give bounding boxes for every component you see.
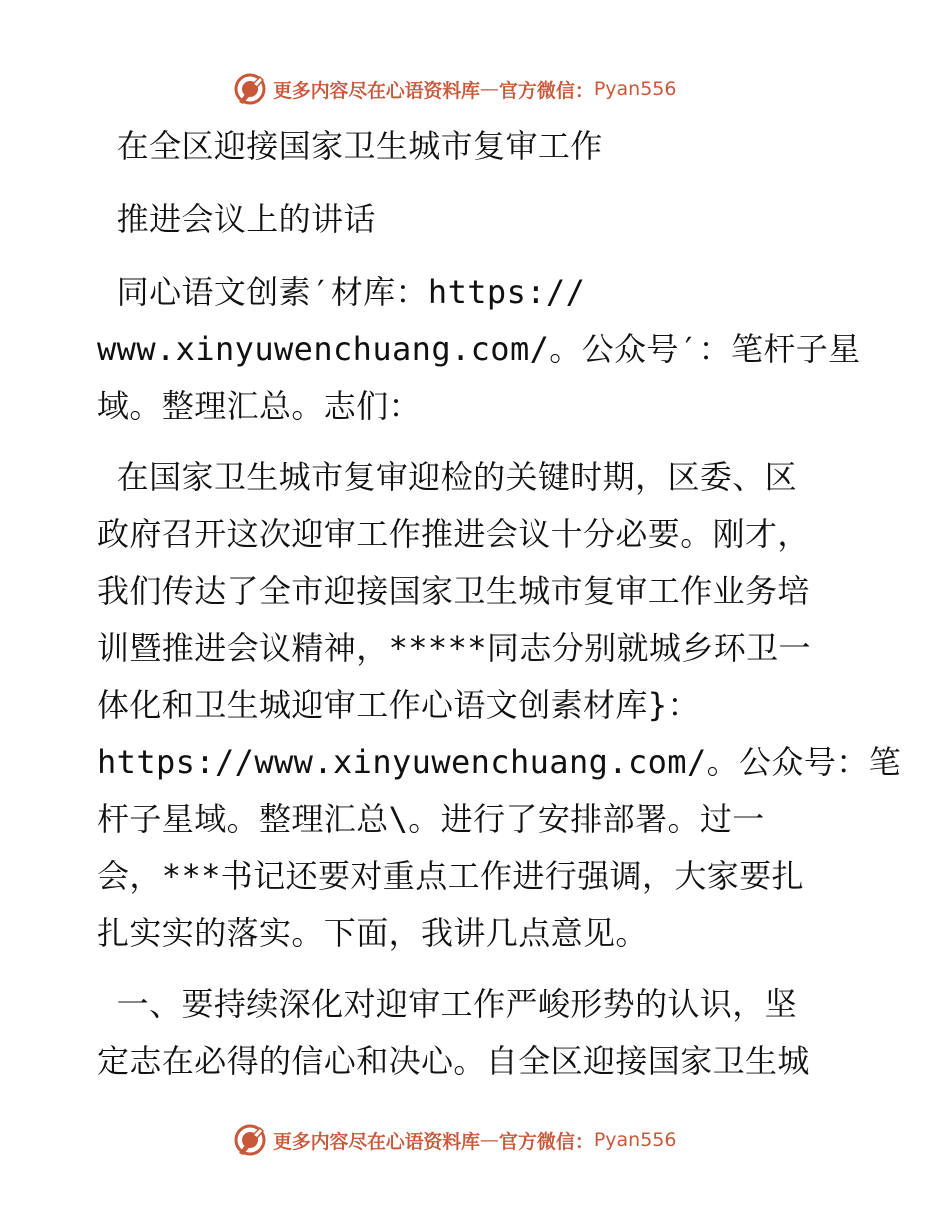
banner-wechat-id: Pyan556 bbox=[593, 1129, 677, 1151]
greeting-line: 同心语文创素′材库：https:// bbox=[97, 273, 586, 311]
greeting-line: 域。整理汇总。志们： bbox=[97, 387, 422, 425]
banner-separator: — bbox=[479, 1129, 499, 1151]
greeting-line: www.xinyuwenchuang.com/。公众号′：笔杆子星 bbox=[97, 330, 861, 368]
paragraph-line: 在国家卫生城市复审迎检的关键时期，区委、区 bbox=[97, 458, 798, 496]
banner-wechat-label: 官方微信： bbox=[498, 79, 594, 102]
paragraph-line: 扎实实的落实。下面，我讲几点意见。 bbox=[97, 914, 648, 952]
paragraph-line: https://www.xinyuwenchuang.com/。公众号：笔 bbox=[97, 743, 902, 781]
paragraph-line: 体化和卫生城迎审工作心语文创素材库}： bbox=[97, 686, 700, 724]
banner-promo-text: 更多内容尽在心语资料库 bbox=[273, 1130, 480, 1153]
paragraph-line: 会，***书记还要对重点工作进行强调，大家要扎 bbox=[97, 857, 804, 895]
header-banner bbox=[233, 72, 676, 106]
paragraph-line: 我们传达了全市迎接国家卫生城市复审工作业务培 bbox=[97, 572, 810, 610]
paragraph-line: 训暨推进会议精神，*****同志分别就城乡环卫一 bbox=[97, 629, 811, 667]
paragraph-line: 定志在必得的信心和决心。自全区迎接国家卫生城 bbox=[97, 1042, 810, 1080]
banner-promo-text: 更多内容尽在心语资料库 bbox=[273, 79, 480, 102]
banner-wechat-id: Pyan556 bbox=[593, 78, 677, 100]
paragraph-line: 杆子星域。整理汇总\。进行了安排部署。过一 bbox=[97, 800, 765, 838]
pen-logo-icon bbox=[233, 72, 267, 106]
paragraph-line: 政府召开这次迎审工作推进会议十分必要。刚才， bbox=[97, 515, 810, 553]
banner-separator: — bbox=[479, 78, 499, 100]
banner-wechat-label: 官方微信： bbox=[498, 1130, 594, 1153]
paragraph-line: 一、要持续深化对迎审工作严峻形势的认识，坚 bbox=[97, 985, 798, 1023]
document-body bbox=[97, 118, 902, 1090]
footer-banner bbox=[233, 1123, 676, 1157]
document-title-line-2: 推进会议上的讲话 bbox=[97, 200, 376, 238]
document-title-line-1: 在全区迎接国家卫生城市复审工作 bbox=[97, 127, 603, 165]
pen-logo-icon bbox=[233, 1123, 267, 1157]
